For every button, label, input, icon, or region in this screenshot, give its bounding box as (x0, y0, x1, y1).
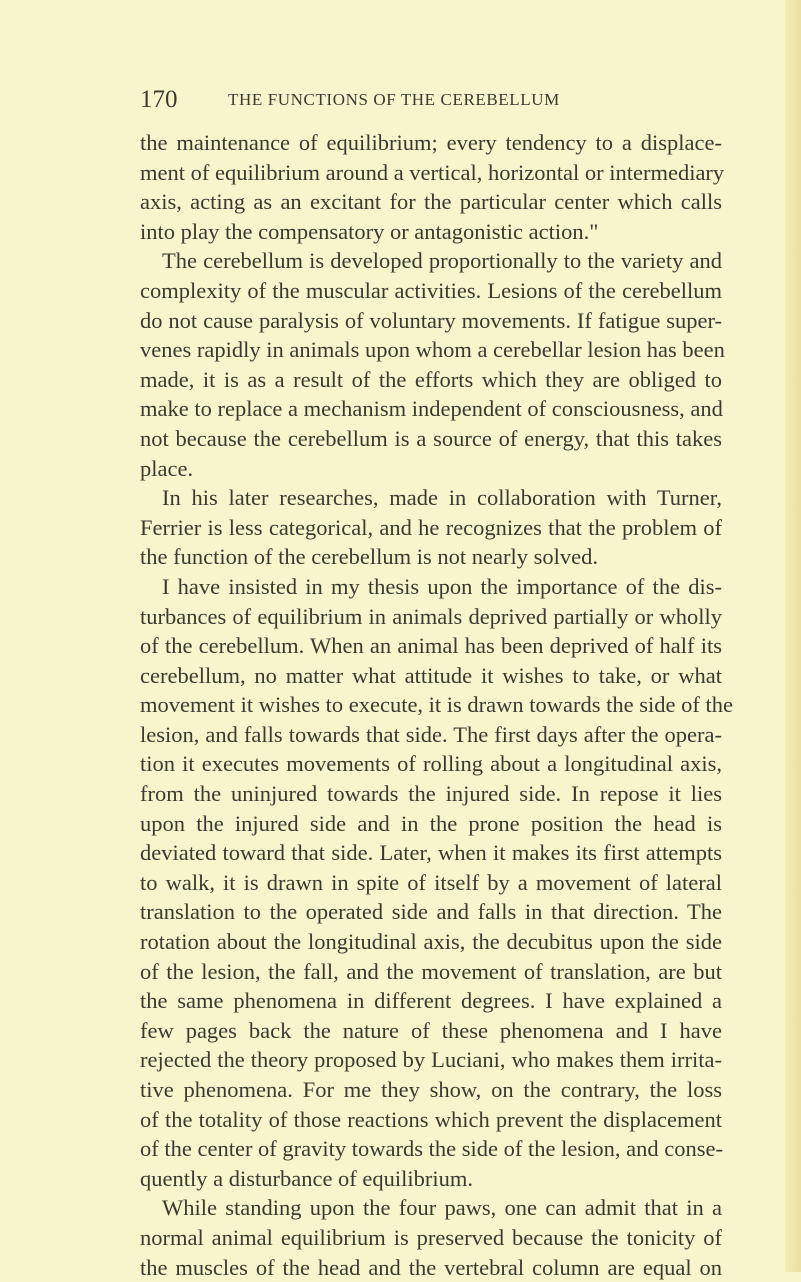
text-line: not because the cerebellum is a source of energy, that this takes (140, 425, 722, 451)
running-title: THE FUNCTIONS OF THE CEREBELLUM (228, 90, 560, 109)
text-line: of the lesion, the fall, and the movement of translation, are but (140, 958, 722, 984)
text-line: venes rapidly in animals upon whom a cerebellar lesion has been (140, 337, 725, 363)
text-line: place. (140, 455, 194, 481)
text-line: the muscles of the head and the vertebral column are equal on (140, 1254, 722, 1280)
text-line: complexity of the muscular activities. Lesions of the cerebellum (140, 277, 722, 303)
text-line: the maintenance of equilibrium; every tendency to a displace- (140, 130, 722, 155)
page-edge-shadow (785, 0, 801, 1272)
text-line: axis, acting as an excitant for the particular center which calls (140, 189, 722, 215)
body-text (140, 128, 733, 1282)
text-line: to walk, it is drawn in spite of itself by a movement of lateral (140, 869, 722, 895)
text-line: do not cause paralysis of voluntary movements. If fatigue super- (140, 307, 722, 333)
running-header (140, 86, 720, 116)
text-line: turbances of equilibrium in animals deprived partially or wholly (140, 603, 722, 629)
text-line: make to replace a mechanism independent of consciousness, and (140, 396, 723, 422)
text-line: of the totality of those reactions which prevent the displacement (140, 1106, 722, 1132)
text-line: of the center of gravity towards the side of the lesion, and conse- (140, 1136, 723, 1162)
text-line: the same phenomena in different degrees. I have explained a (140, 988, 722, 1014)
text-line: lesion, and falls towards that side. The first days after the opera- (140, 721, 722, 747)
text-line: quently a disturbance of equilibrium. (140, 1165, 474, 1191)
text-line: tive phenomena. For me they show, on the contrary, the loss (140, 1077, 722, 1102)
text-line: few pages back the nature of these phenomena and I have (140, 1017, 722, 1043)
text-line: upon the injured side and in the prone position the head is (140, 810, 722, 836)
text-line: ment of equilibrium around a vertical, horizontal or intermediary (140, 159, 725, 185)
text-line: cerebellum, no matter what attitude it wishes to take, or what (140, 662, 722, 688)
text-line: The cerebellum is developed proportionally to the variety and (162, 248, 722, 274)
page-number: 170 (140, 86, 178, 113)
text-line: movement it wishes to execute, it is drawn towards the side of the (140, 692, 733, 718)
text-line: translation to the operated side and falls in that direction. The (140, 899, 722, 925)
text-line: In his later researches, made in collaboration with Turner, (162, 485, 722, 511)
text-line: rotation about the longitudinal axis, the decubitus upon the side (140, 929, 722, 955)
text-line: rejected the theory proposed by Luciani, who makes them irrita- (140, 1047, 722, 1073)
text-line: from the uninjured towards the injured side. In repose it lies (140, 781, 722, 807)
text-line: into play the compensatory or antagonistic action." (140, 218, 599, 244)
text-line: normal animal equilibrium is preserved because the tonicity of (140, 1224, 722, 1250)
text-line: While standing upon the four paws, one can admit that in a (162, 1195, 722, 1221)
text-line: the function of the cerebellum is not nearly solved. (140, 544, 598, 570)
text-line: deviated toward that side. Later, when it makes its first attempts (140, 840, 722, 866)
text-line: I have insisted in my thesis upon the importance of the dis- (162, 573, 722, 599)
text-line: tion it executes movements of rolling about a longitudinal axis, (140, 751, 722, 777)
text-line: Ferrier is less categorical, and he recognizes that the problem of (140, 514, 722, 540)
text-line: of the cerebellum. When an animal has been deprived of half its (140, 633, 722, 659)
text-line: made, it is as a result of the efforts which they are obliged to (140, 366, 722, 392)
